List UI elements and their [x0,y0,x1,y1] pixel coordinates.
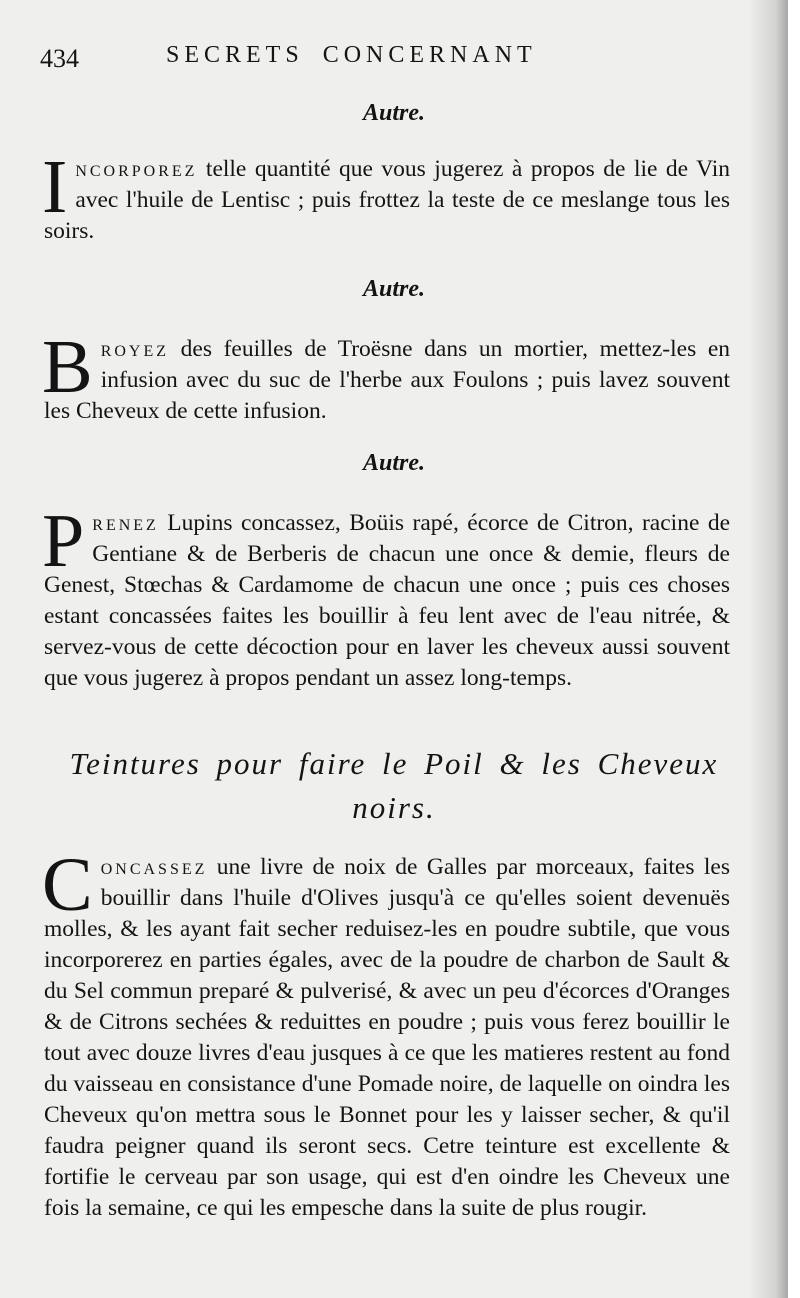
drop-cap: I [42,145,68,229]
recipe-heading: Autre. [362,276,425,302]
paragraph-lead: ncorporez [75,156,198,182]
paragraph-body: telle quantité que vous jugerez à propos de lie de Vin avec l'huile de Lentisc ; puis frottez la teste de ce meslange tous les soirs. [44,156,730,244]
recipe-heading: Autre. [362,100,425,126]
recipe-paragraph [42,325,730,427]
drop-cap: P [42,499,85,583]
page-number: 434 [40,44,79,73]
recipe-heading: Autre. [362,450,425,476]
running-title: SECRETS CONCERNANT [166,42,537,68]
running-header [40,38,740,78]
paragraph-lead: renez [92,510,159,536]
section-paragraph [42,843,730,1224]
recipe-paragraph [42,145,730,247]
recipe-paragraph [42,499,730,694]
paragraph-lead: royez [100,336,170,362]
paragraph-body: des feuilles de Troësne dans un mortier, mettez-les en infusion avec du suc de l'herbe aux Foulons ; puis lavez souvent les Cheveux de cette infusion. [44,336,730,424]
drop-cap: B [42,325,93,409]
paragraph-lead: oncassez [100,854,208,880]
paragraph-body: une livre de noix de Galles par morceaux, faites les bouillir dans l'huile d'Olives jusqu'à ce qu'elles soient devenuës molles, & les ayant fait secher reduisez-les en poudre subtile, que vous incorporerez en parties égales, avec de la poudre de charbon de Sault & du Sel commun preparé & pulverisé, & avec un peu d'écorces d'Oranges & de Citrons sechées & reduittes en poudre ; puis vous ferez bouillir le tout avec douze livres d'eau jusques à ce que les matieres restent au fond du vaisseau en consistance d'une Pomade noire, de laquelle on oindra les Cheveux qu'on mettra sous le Bonnet pour les y laisser secher, & qu'il faudra peigner quand ils seront secs. Cetre teinture est excellente & fortifie le cerveau par son usage, qui est d'en oindre les Cheveux une fois la semaine, ce qui les empesche dans la suite de plus rougir. [44,854,730,1221]
section-title: Teintures pour faire le Poil & les Cheveux noirs. [69,746,719,825]
drop-cap: C [42,843,93,927]
paragraph-body: Lupins concassez, Boüis rapé, écorce de Citron, racine de Gentiane & de Berberis de chacun une once & demie, fleurs de Genest, Stœchas & Cardamome de chacun une once ; puis ces choses estant concassées faites les bouillir à feu lent avec de l'eau nitrée, & servez-vous de cette décoction pour en laver les cheveux aussi souvent que vous jugerez à propos pendant un assez long-temps. [44,510,730,691]
page-edge-shadow [748,0,788,1298]
